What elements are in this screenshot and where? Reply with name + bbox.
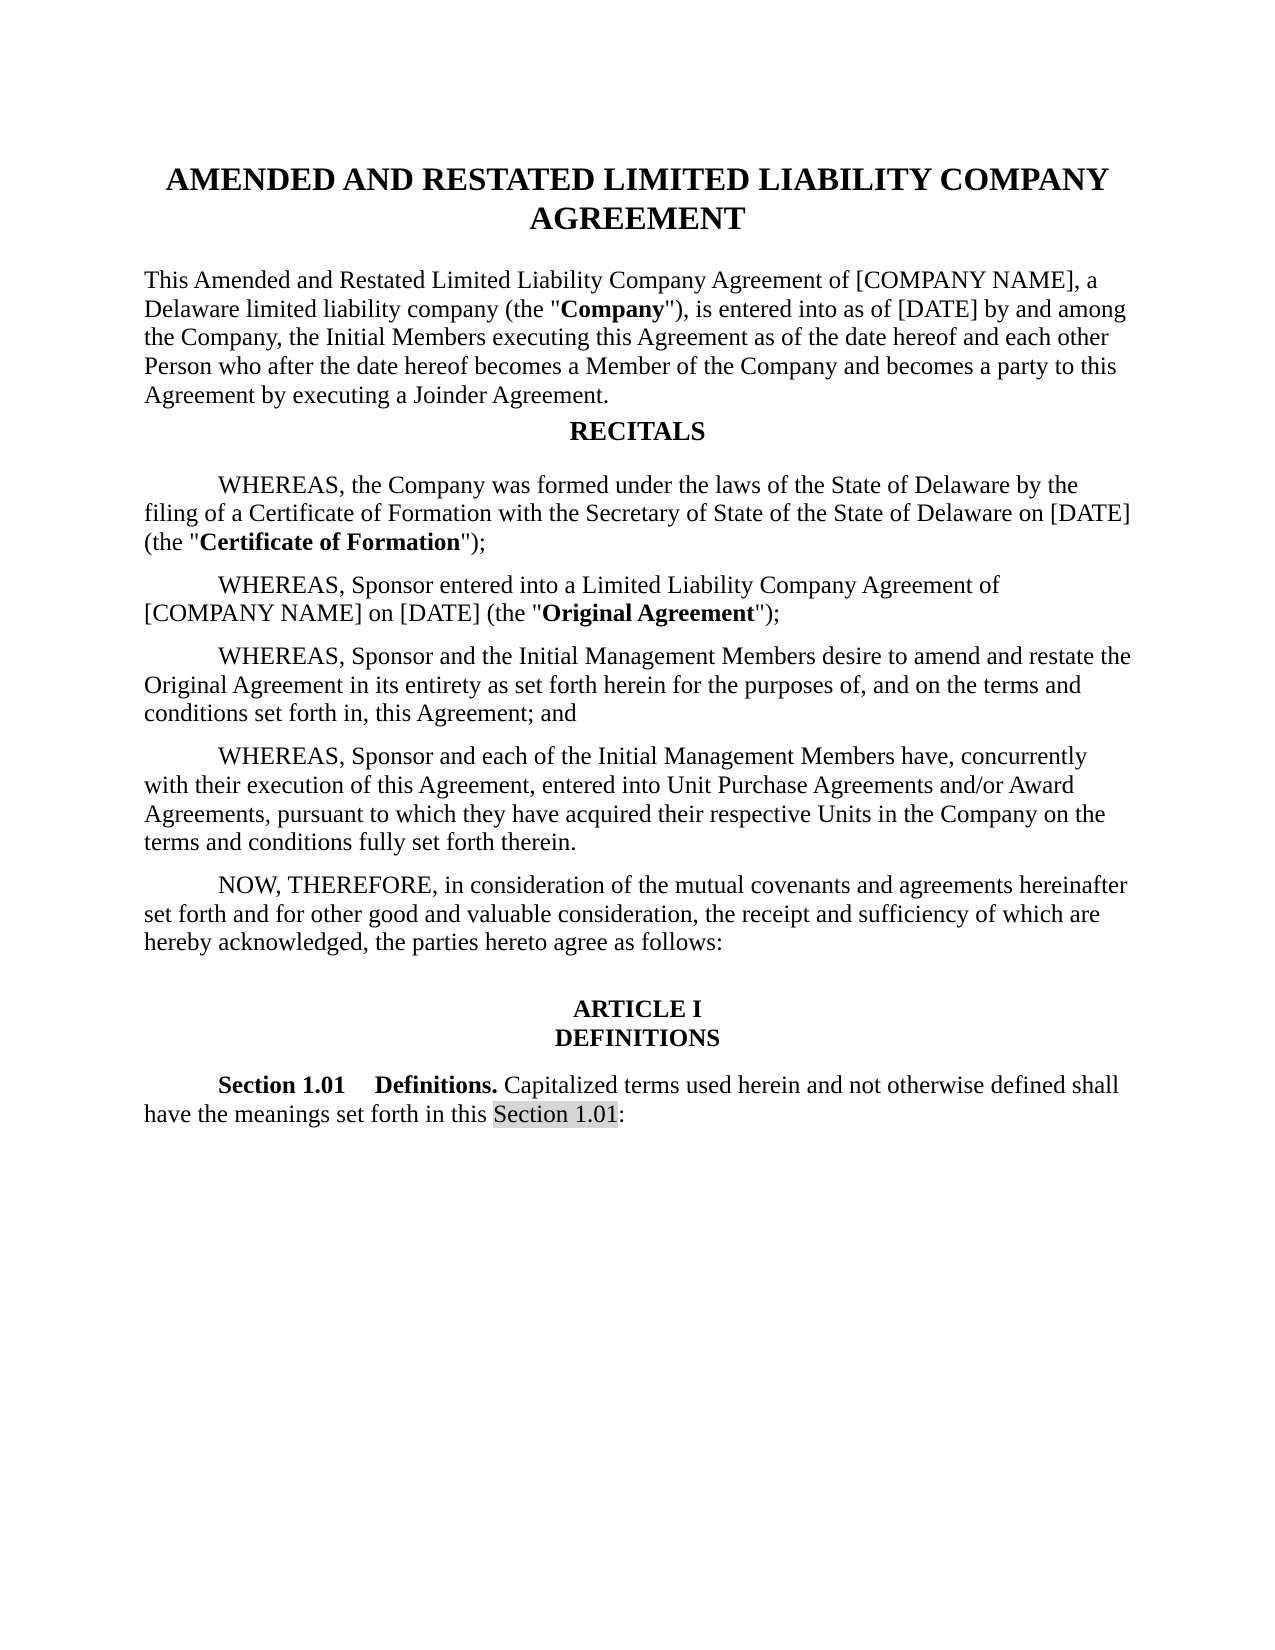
section-label: Section 1.01 bbox=[218, 1072, 346, 1100]
defined-term-certificate-of-formation: Certificate of Formation bbox=[199, 528, 461, 556]
text-run: : bbox=[618, 1101, 626, 1129]
document-title: AMENDED AND RESTATED LIMITED LIABILITY COMPANY AGREEMENT bbox=[165, 162, 1110, 237]
text-run: This Amended and Restated Limited Liability Company Agreement of [COMPANY NAME], a Delaware limited liability company (the " bbox=[144, 267, 1098, 323]
defined-term-company: Company bbox=[560, 295, 665, 323]
section-heading: Definitions. bbox=[374, 1072, 498, 1100]
section-101-paragraph bbox=[144, 1072, 1131, 1129]
article-name: DEFINITIONS bbox=[554, 1024, 721, 1052]
recital-paragraph-2 bbox=[144, 572, 1131, 629]
now-therefore-paragraph: NOW, THEREFORE, in consideration of the mutual covenants and agreements hereinafter set forth and for other good and valuable consideration, the receipt and sufficiency of which are hereby acknowledged, the parties hereto agree as follows: bbox=[144, 871, 1128, 957]
opening-paragraph bbox=[144, 267, 1131, 411]
text-run: "), is entered into as of [DATE] by and among the Company, the Initial Members executing this Agreement as of the date hereof and each other Person who after the date hereof becomes a Member of the Company and becomes a party to this Agreement by executing a Joinder Agreement. bbox=[144, 295, 1126, 409]
text-run: "); bbox=[460, 528, 486, 556]
section-reference-highlight: Section 1.01 bbox=[493, 1101, 619, 1129]
text-run: WHEREAS, the Company was formed under the laws of the State of Delaware by the filing of a Certificate of Formation with the Secretary of State of the State of Delaware on [DATE] (the " bbox=[144, 471, 1131, 556]
text-run: "); bbox=[754, 600, 781, 628]
recitals-heading: RECITALS bbox=[569, 415, 706, 446]
recital-paragraph-1 bbox=[144, 472, 1131, 558]
text-run: Capitalized terms used herein and not otherwise defined shall have the meanings set forth in this bbox=[144, 1072, 1120, 1129]
defined-term-original-agreement: Original Agreement bbox=[541, 600, 755, 628]
recital-paragraph-4: WHEREAS, Sponsor and each of the Initial Management Members have, concurrently with their execution of this Agreement, entered into Unit Purchase Agreements and/or Award Agreements, pursuant to which they have acquired their respective Units in the Company on the terms and conditions fully set forth therein. bbox=[144, 743, 1106, 857]
article-number: ARTICLE I bbox=[572, 996, 703, 1024]
text-run: WHEREAS, Sponsor entered into a Limited Liability Company Agreement of [COMPANY NAME] on [DATE] (the " bbox=[144, 571, 1000, 628]
recital-paragraph-3: WHEREAS, Sponsor and the Initial Management Members desire to amend and restate the Original Agreement in its entirety as set forth herein for the purposes of, and on the terms and conditions set forth in, this Agreement; and bbox=[144, 643, 1131, 728]
article-i-heading bbox=[144, 996, 1131, 1053]
